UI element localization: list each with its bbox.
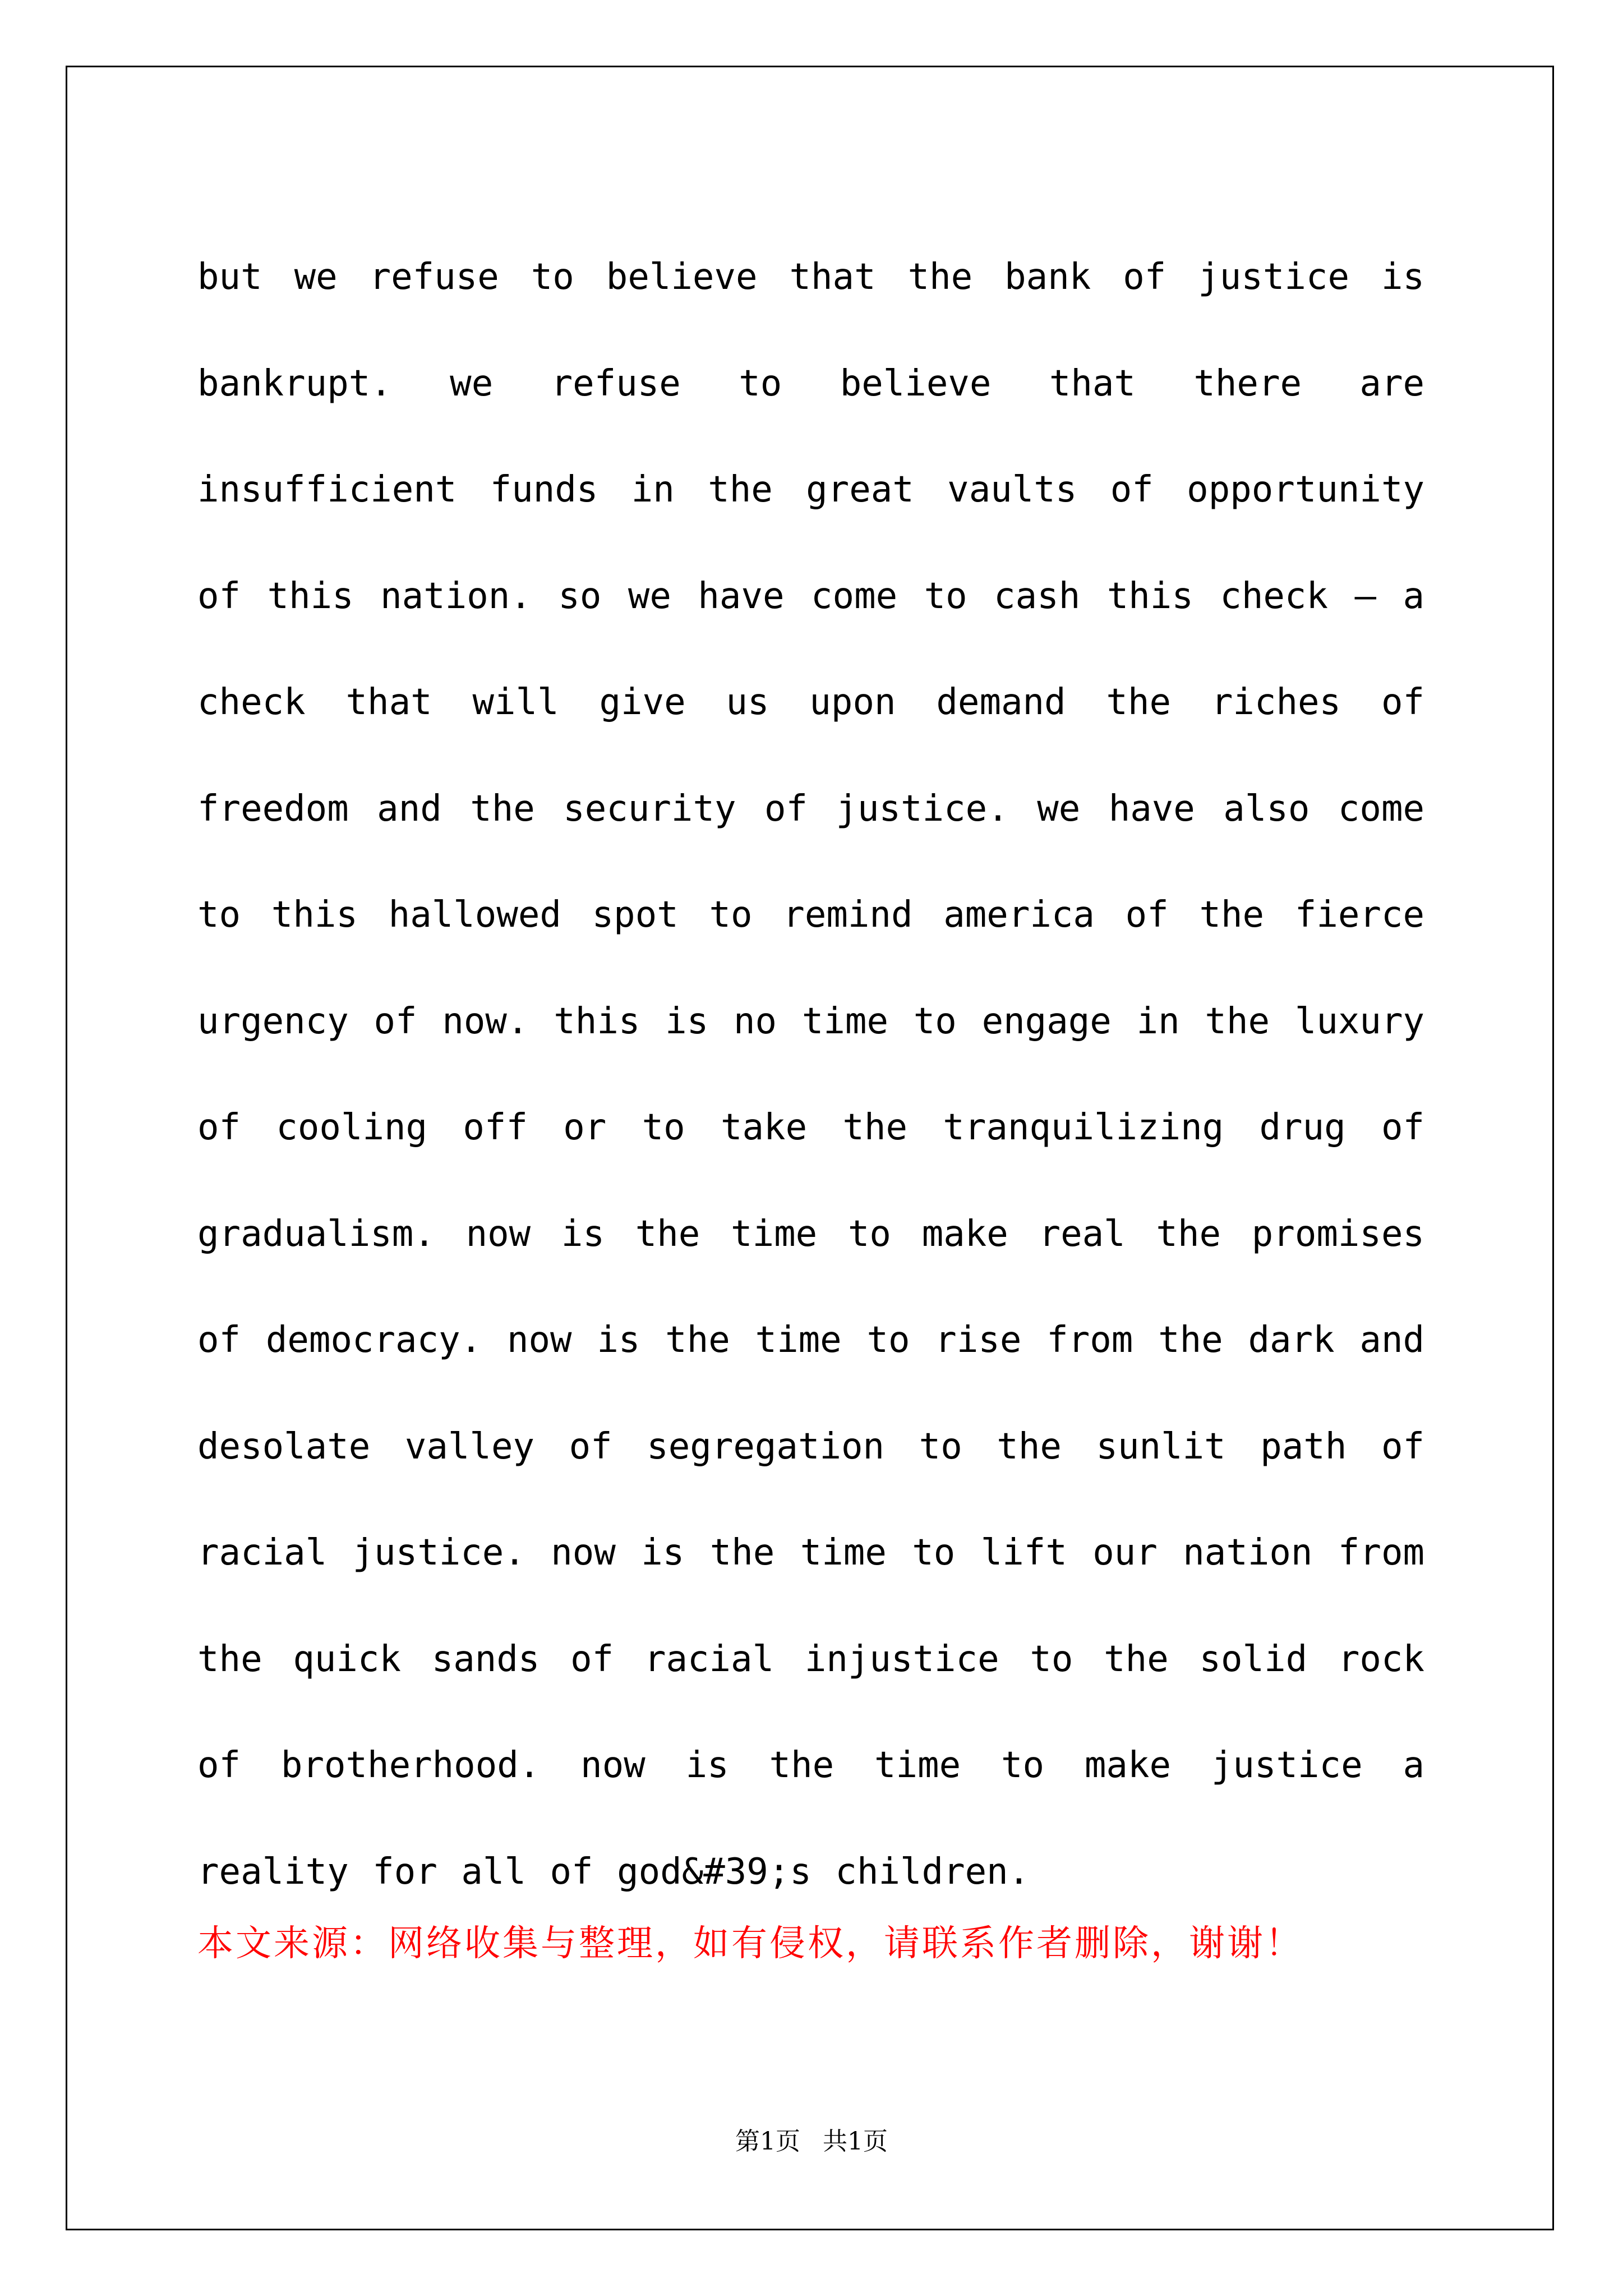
body-paragraph: but we refuse to believe that the bank of justice is bankrupt. we refuse to believe that there are insufficient funds in the great vaults of opportunity of this nation. so we have come to cash this check — a check that will give us upon demand the riches of freedom and the security of justice. we have also come to this hallowed spot to remind america of the fierce urgency of now. this is no time to engage in the luxury of cooling off or to take the tranquilizing drug of gradualism. now is the time to make real the promises of democracy. now is the time to rise from the dark and desolate valley of segregation to the sunlit path of racial justice. now is the time to lift our nation from the quick sands of racial injustice to the solid rock of brotherhood. now is the time to make justice a reality for all of god&#39;s children. [197,256,1424,1893]
page-footer [0,2125,1623,2159]
page-number: 第1页 [735,2127,800,2156]
source-notice: 本文来源：网络收集与整理，如有侵权，请联系作者删除，谢谢！ [197,1923,1303,1964]
page-total: 共1页 [823,2127,888,2156]
